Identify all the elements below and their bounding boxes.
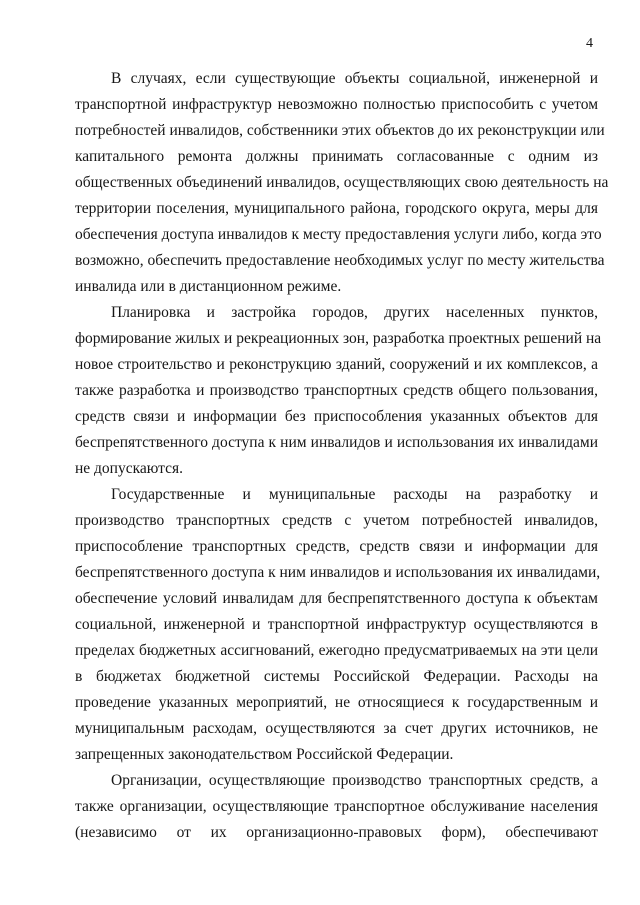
paragraph-4-line-2: также организации, осуществляющие транспортное обслуживание населения bbox=[75, 798, 598, 815]
paragraph-3-line-8: в бюджетах бюджетной системы Российской Федерации. Расходы на bbox=[75, 668, 598, 685]
paragraph-1-line-2: транспортной инфраструктур невозможно полностью приспособить с учетом bbox=[75, 96, 598, 113]
paragraph-3-line-2: производство транспортных средств с учетом потребностей инвалидов, bbox=[75, 512, 598, 529]
paragraph-1-line-6: территории поселения, муниципального района, городского округа, меры для bbox=[75, 200, 598, 217]
paragraph-3-line-5: обеспечение условий инвалидам для беспрепятственного доступа к объектам bbox=[75, 590, 598, 607]
paragraph-2-line-6: беспрепятственного доступа к ним инвалидов и использования их инвалидами bbox=[75, 434, 598, 451]
page-number: 4 bbox=[586, 36, 593, 51]
paragraph-1-line-3: потребностей инвалидов, собственники этих объектов до их реконструкции или bbox=[75, 122, 605, 139]
paragraph-1-line-9: инвалида или в дистанционном режиме. bbox=[75, 278, 342, 295]
paragraph-3-line-10: муниципальным расходам, осуществляются за счет других источников, не bbox=[75, 720, 598, 737]
paragraph-2-line-7: не допускаются. bbox=[75, 460, 184, 477]
paragraph-2-line-3: новое строительство и реконструкцию зданий, сооружений и их комплексов, а bbox=[75, 356, 598, 373]
paragraph-3-line-7: пределах бюджетных ассигнований, ежегодно предусматриваемых на эти цели bbox=[75, 642, 598, 659]
paragraph-3-line-11: запрещенных законодательством Российской Федерации. bbox=[75, 746, 454, 763]
paragraph-3-line-4: беспрепятственного доступа к ним инвалидов и использования их инвалидами, bbox=[75, 564, 601, 581]
paragraph-2-line-4: также разработка и производство транспортных средств общего пользования, bbox=[75, 382, 598, 399]
paragraph-1-line-7: обеспечения доступа инвалидов к месту предоставления услуги либо, когда это bbox=[75, 226, 602, 243]
paragraph-3-line-3: приспособление транспортных средств, средств связи и информации для bbox=[75, 538, 598, 555]
paragraph-1-line-5: общественных объединений инвалидов, осуществляющих свою деятельность на bbox=[75, 174, 609, 191]
paragraph-2-line-5: средств связи и информации без приспособления указанных объектов для bbox=[75, 408, 598, 425]
paragraph-3-line-9: проведение указанных мероприятий, не относящиеся к государственным и bbox=[75, 694, 598, 711]
paragraph-1-line-4: капитального ремонта должны принимать согласованные с одним из bbox=[75, 148, 598, 165]
paragraph-2-line-2: формирование жилых и рекреационных зон, разработка проектных решений на bbox=[75, 330, 602, 347]
paragraph-4-line-3: (независимо от их организационно-правовых форм), обеспечивают bbox=[75, 824, 598, 841]
paragraph-3-line-1: Государственные и муниципальные расходы на разработку и bbox=[111, 486, 598, 503]
paragraph-1-line-1: В случаях, если существующие объекты социальной, инженерной и bbox=[111, 70, 598, 87]
paragraph-3-line-6: социальной, инженерной и транспортной инфраструктур осуществляются в bbox=[75, 616, 598, 633]
paragraph-4-line-1: Организации, осуществляющие производство транспортных средств, а bbox=[111, 772, 598, 789]
paragraph-2-line-1: Планировка и застройка городов, других населенных пунктов, bbox=[111, 304, 598, 321]
paragraph-1-line-8: возможно, обеспечить предоставление необходимых услуг по месту жительства bbox=[75, 252, 605, 269]
